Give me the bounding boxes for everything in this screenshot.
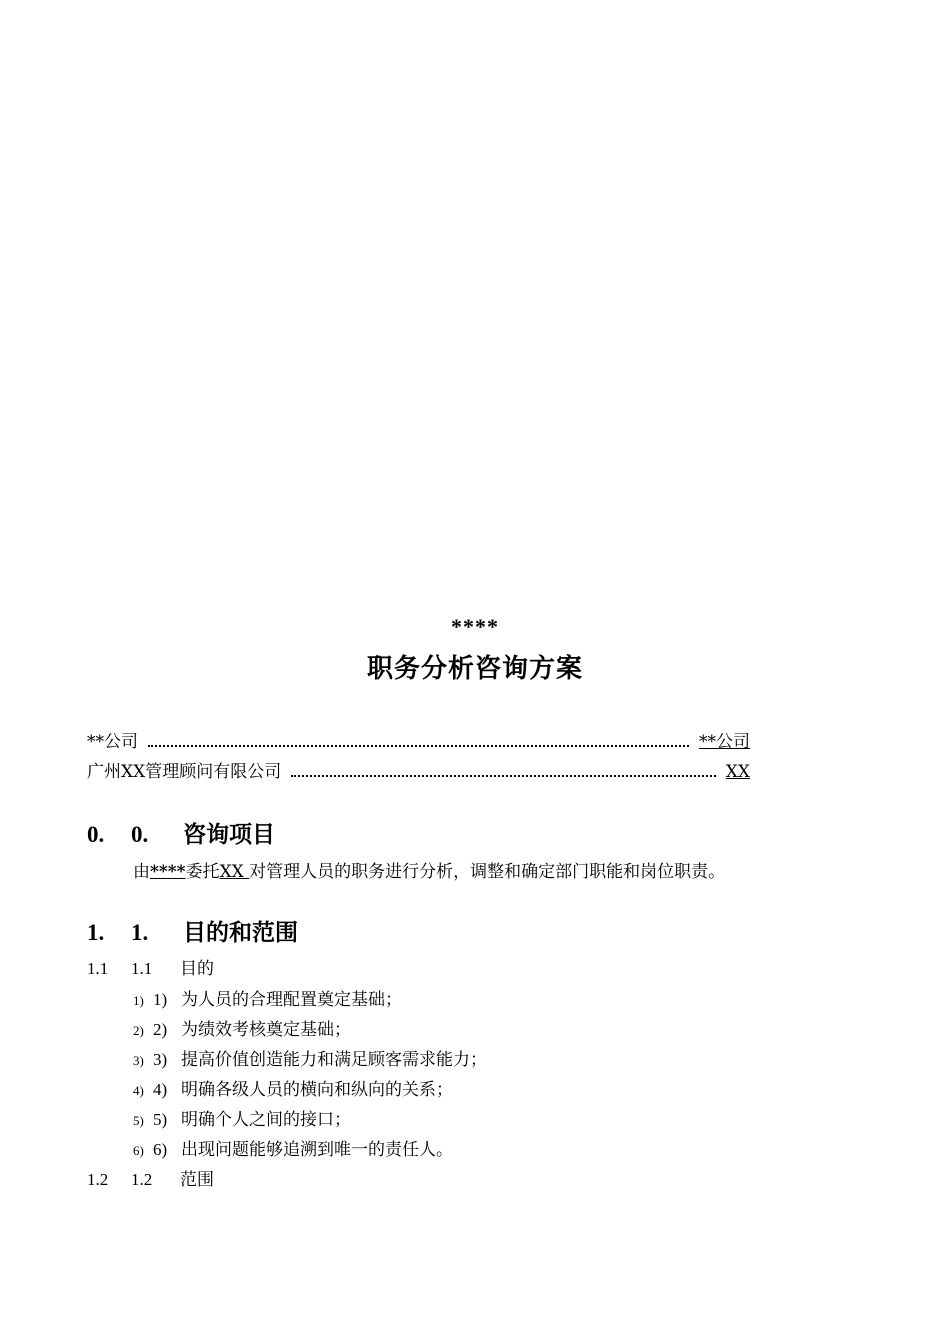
- section-heading-1: [87, 914, 298, 947]
- subheading-number: 1.1: [87, 959, 109, 978]
- list-item-text: 为人员的合理配置奠定基础；: [181, 990, 402, 1010]
- para-middle: 委托: [185, 862, 220, 882]
- list-item-marker: 3): [133, 1053, 144, 1068]
- list-item-number: 5): [153, 1110, 168, 1129]
- toc-dot-leader: [291, 774, 716, 777]
- section-heading-0: [87, 816, 275, 849]
- list-item-marker: 5): [133, 1113, 144, 1128]
- list-item: [133, 985, 402, 1010]
- heading-number: 0.: [87, 822, 105, 847]
- heading-number-repeat: 1.: [131, 920, 149, 945]
- toc-entry-company[interactable]: [87, 726, 750, 752]
- list-item: [133, 1075, 453, 1100]
- list-item-marker: 6): [133, 1143, 144, 1158]
- document-title: 职务分析咨询方案: [366, 654, 583, 684]
- toc-entry-link[interactable]: **公司: [699, 732, 750, 752]
- list-item-text: 明确各级人员的横向和纵向的关系；: [181, 1080, 453, 1100]
- list-item: [133, 1045, 487, 1070]
- list-item-text: 出现问题能够追溯到唯一的责任人。: [181, 1140, 453, 1160]
- heading-text: 咨询项目: [183, 821, 275, 848]
- list-item-number: 6): [153, 1140, 168, 1159]
- toc-entry-consultant[interactable]: [87, 756, 750, 782]
- toc-entry-label: 广州XX管理顾问有限公司: [87, 762, 282, 782]
- para-prefix: 由: [133, 862, 150, 882]
- toc-dot-leader: [148, 744, 689, 747]
- heading-text: 目的和范围: [183, 919, 298, 946]
- subsection-heading-1-1: [87, 954, 214, 979]
- list-item-text: 明确个人之间的接口；: [181, 1110, 351, 1130]
- section-0-paragraph: [133, 857, 725, 882]
- toc-entry-link[interactable]: XX: [725, 762, 750, 782]
- list-item: [133, 1015, 351, 1040]
- list-item: [133, 1105, 351, 1130]
- para-suffix: 对管理人员的职务进行分析，调整和确定部门职能和岗位职责。: [249, 862, 726, 882]
- document-title-stars: ****: [451, 614, 499, 639]
- para-client: ****: [150, 862, 186, 882]
- heading-number-repeat: 0.: [131, 822, 149, 847]
- list-item: [133, 1135, 453, 1160]
- list-item-number: 4): [153, 1080, 168, 1099]
- subsection-heading-1-2: [87, 1165, 214, 1190]
- heading-number: 1.: [87, 920, 105, 945]
- subheading-number-repeat: 1.2: [131, 1170, 153, 1189]
- list-item-marker: 1): [133, 993, 144, 1008]
- list-item-marker: 4): [133, 1083, 144, 1098]
- list-item-marker: 2): [133, 1023, 144, 1038]
- subheading-text: 目的: [180, 959, 214, 979]
- list-item-number: 2): [153, 1020, 168, 1039]
- subheading-number-repeat: 1.1: [131, 959, 153, 978]
- list-item-text: 为绩效考核奠定基础；: [181, 1020, 351, 1040]
- list-item-number: 1): [153, 990, 168, 1009]
- subheading-text: 范围: [180, 1170, 214, 1190]
- subheading-number: 1.2: [87, 1170, 109, 1189]
- toc-entry-label: **公司: [87, 732, 138, 752]
- list-item-number: 3): [153, 1050, 168, 1069]
- para-consultant: XX: [219, 862, 250, 882]
- list-item-text: 提高价值创造能力和满足顾客需求能力；: [181, 1050, 487, 1070]
